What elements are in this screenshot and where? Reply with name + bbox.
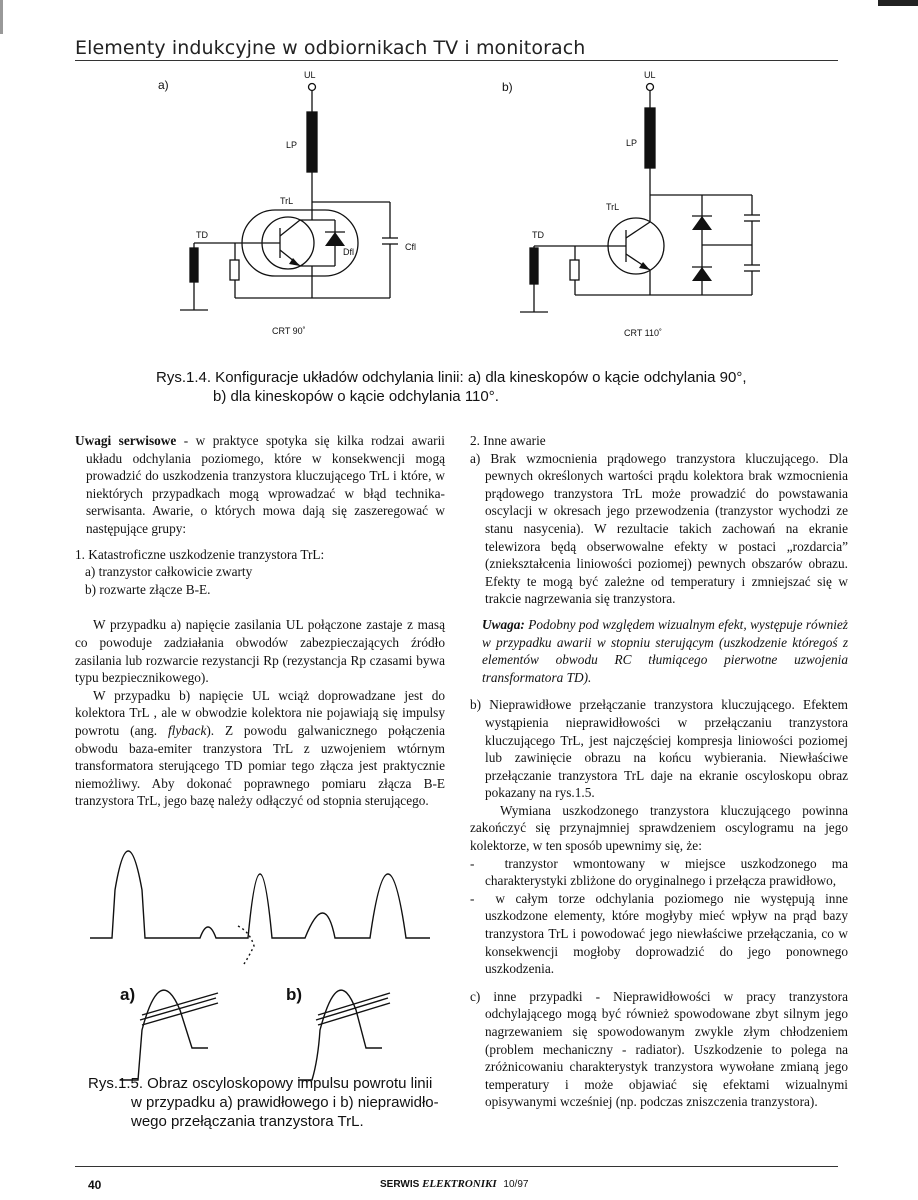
diode-b2-mark <box>692 267 712 281</box>
page-header: Elementy indukcyjne w odbiornikach TV i monitorach <box>75 37 586 59</box>
fig-a-td: TD <box>196 230 208 240</box>
note-label: Uwaga: <box>482 616 525 632</box>
list1-head: 1. Katastroficzne uszkodzenie tranzystora TrL: <box>75 546 325 562</box>
corner-mark <box>878 0 918 6</box>
right-column <box>470 432 848 1111</box>
bullet-1 <box>470 855 848 890</box>
figure-1-5-caption-line2: w przypadku a) prawidłowego i b) nieprawidło- <box>131 1094 439 1111</box>
bullet-2-text: w całym torze odchylania poziomego nie występują inne uszkodzone elementy, które mogłyby mieć wpływ na prąd bazy tranzystora TrL i powodować jego niewłaściwe przełączania, co w konsekwencji mogłoby doprowadzić do jego ponownego uszkodzenia. <box>485 890 848 977</box>
case-b-text-2: ). Z powodu galwanicznego połączenia obwodu baza-emiter tranzystora TrL z uzwojeniem wtórnym transformatora sterującego TD pomiar tego złącza jest praktycznie niemożliwy. Aby dokonać poprawnego pomiaru złącza B-E tranzystora TrL, jego bazę należy odłączyć od stopnia sterującego. <box>75 722 446 809</box>
case-b-text-1: W przypadku b) napięcie UL wciąż doprowadzane jest do kolektora TrL , ale w obwodzie kolektora nie pojawiają się impulsy powrotu (ang. <box>75 687 445 738</box>
header-rule <box>75 60 838 61</box>
fig-a-lp: LP <box>286 140 298 150</box>
osc-label-b: b) <box>286 985 303 1004</box>
diode-a-mark <box>325 232 345 246</box>
fig-b-label: b) <box>502 80 513 94</box>
figure-1-5-caption-line1: Rys.1.5. Obraz oscyloskopowy impulsu powrotu linii <box>88 1075 433 1092</box>
section-2a: a) Brak wzmocnienia prądowego tranzystora kluczującego. Dla pewnych określonych wartości prądu kolektora brak wzmocnienia prądowego tranzystora TrL może prowadzić do powstawania oscylacji w okresach jego przewodzenia (tranzystor wychodzi ze stanu nasycenia). W rezultacie takich zachowań na ekranie telewizora będą obserwowalne efekty w postaci „rozdarcia” (zniekształcenia liniowości poziomej) pewnych obszarów obrazu. Efekty te mogą być zależne od temperatury i zmniejszać się w trakcie nagrzewania się tranzystora. <box>470 450 848 607</box>
section-2c: c) inne przypadki - Nieprawidłowości w pracy tranzystora odchylającego mogą być również spowodowane zbyt silnym jego nagrzewaniem się spowodowanym zwykle złym chłodzeniem (problem mechaniczny - radiator). Uszkodzenie to polega na zróżnicowaniu charakterystyk tranzystora wywołane zmianą jego temperatury i może objawiać się efektami wizualnymi opisywanymi wcześniej (np. podczas zniszczenia tranzystora). <box>470 988 848 1110</box>
figure-1-4-caption-line2: b) dla kineskopów o kącie odchylania 110°. <box>213 388 499 405</box>
left-column <box>75 432 445 810</box>
section-2-head: 2. Inne awarie <box>470 433 546 448</box>
osc-label-a: a) <box>120 985 136 1004</box>
fig-a-ul: UL <box>304 70 316 80</box>
list1-item-b: b) rozwarte złącze B-E. <box>85 581 211 597</box>
pulse-train-trace <box>90 851 430 938</box>
figure-1-4-caption-line1: Rys.1.4. Konfiguracje układów odchylania linii: a) dla kineskopów o kącie odchylania 90°, <box>156 369 747 386</box>
case-a-paragraph: W przypadku a) napięcie zasilania UL połączone zastaje z masą co powoduje zadziałania obwodów zabezpieczających źródło zasilania lub rozwarcie rezystancji Rp (rezystancja Rp czasami bywa typu bezpiecznikowego). <box>75 617 445 686</box>
section-2b: b) Nieprawidłowe przełączanie tranzystora kluczującego. Efektem wystąpienia nieprawidłowości w przełączaniu tranzystora kluczującego TrL, jest najczęściej kompresja liniowości poziomej lub zawinięcie obrazu na końcu wybierania. Niewłaściwe przełączanie tranzystora TrL daje na ekranie oscyloskopu obraz pokazany na rys.1.5. <box>470 697 848 801</box>
fig-a-cfl: Cfl <box>405 242 416 252</box>
edge-mark <box>0 0 3 34</box>
magazine-issue: 10/97 <box>503 1179 529 1190</box>
fig-a-label: a) <box>158 78 169 92</box>
oscillogram-drawing <box>90 830 450 1080</box>
figure-1-4b <box>490 70 790 360</box>
case-b-flyback: flyback <box>167 722 207 738</box>
fig-b-td: TD <box>532 230 544 240</box>
magazine-prefix: SERWIS <box>380 1179 420 1190</box>
bullet-dash-1: - <box>470 855 505 871</box>
figure-1-5 <box>90 830 450 1080</box>
service-notes-paragraph <box>75 432 445 538</box>
magazine-footer <box>380 1178 528 1190</box>
figure-1-5-caption-line3: wego przełączania tranzystora TrL. <box>131 1113 364 1130</box>
fig-a-crt: CRT 90˚ <box>272 326 306 336</box>
list1-item-a: a) tranzystor całkowicie zwarty <box>85 564 253 580</box>
circuit-a-drawing <box>150 70 450 360</box>
fig-a-dfl: Dfl <box>343 247 354 257</box>
fig-b-lp: LP <box>626 138 638 148</box>
fig-b-crt: CRT 110˚ <box>624 328 663 338</box>
service-notes-text: - w praktyce spotyka się kilka rodzai awarii układu odchylania poziomego, które w konsekwencji mogą prowadzić do uszkodzenia tranzystora kluczującego TrL i które, w niektórych przypadkach mogą wprowadzać w błąd technika-serwisanta. Awarie, o których mowa dają się zaszeregować w następujące grupy: <box>86 433 445 536</box>
diode-b1-mark <box>692 216 712 230</box>
magazine-name: ELEKTRONIKI <box>422 1178 497 1190</box>
figure-1-4a <box>150 70 450 360</box>
bullet-dash-2: - <box>470 890 496 906</box>
service-notes-heading: Uwagi serwisowe <box>75 433 177 448</box>
bullet-1-text: tranzystor wmontowany w miejsce uszkodzonego ma charakterystyki zbliżone do oryginalnego i przełącza prawidłowo, <box>485 855 849 889</box>
bullet-2 <box>470 890 848 978</box>
page-number: 40 <box>88 1178 102 1192</box>
section-2b-para2: Wymiana uszkodzonego tranzystora kluczującego powinna zakończyć się przynajmniej sprawdzeniem oscylogramu na jego kolektorze, w ten sposób upewnimy się, że: <box>470 802 848 854</box>
note-paragraph <box>470 616 848 686</box>
circuit-b-drawing <box>490 70 790 360</box>
fig-b-tr: TrL <box>606 202 620 212</box>
case-b-paragraph <box>75 687 445 810</box>
fig-a-tr: TrL <box>280 196 294 206</box>
note-text: Podobny pod względem wizualnym efekt, występuje również w przypadku awarii w stopniu sterującym (uszkodzenie któregoś z elementów obwodu RC tłumiącego pierwotne uzwojenia transformatora TD). <box>482 616 848 685</box>
fig-b-ul: UL <box>644 70 656 80</box>
footer-rule <box>75 1166 838 1167</box>
